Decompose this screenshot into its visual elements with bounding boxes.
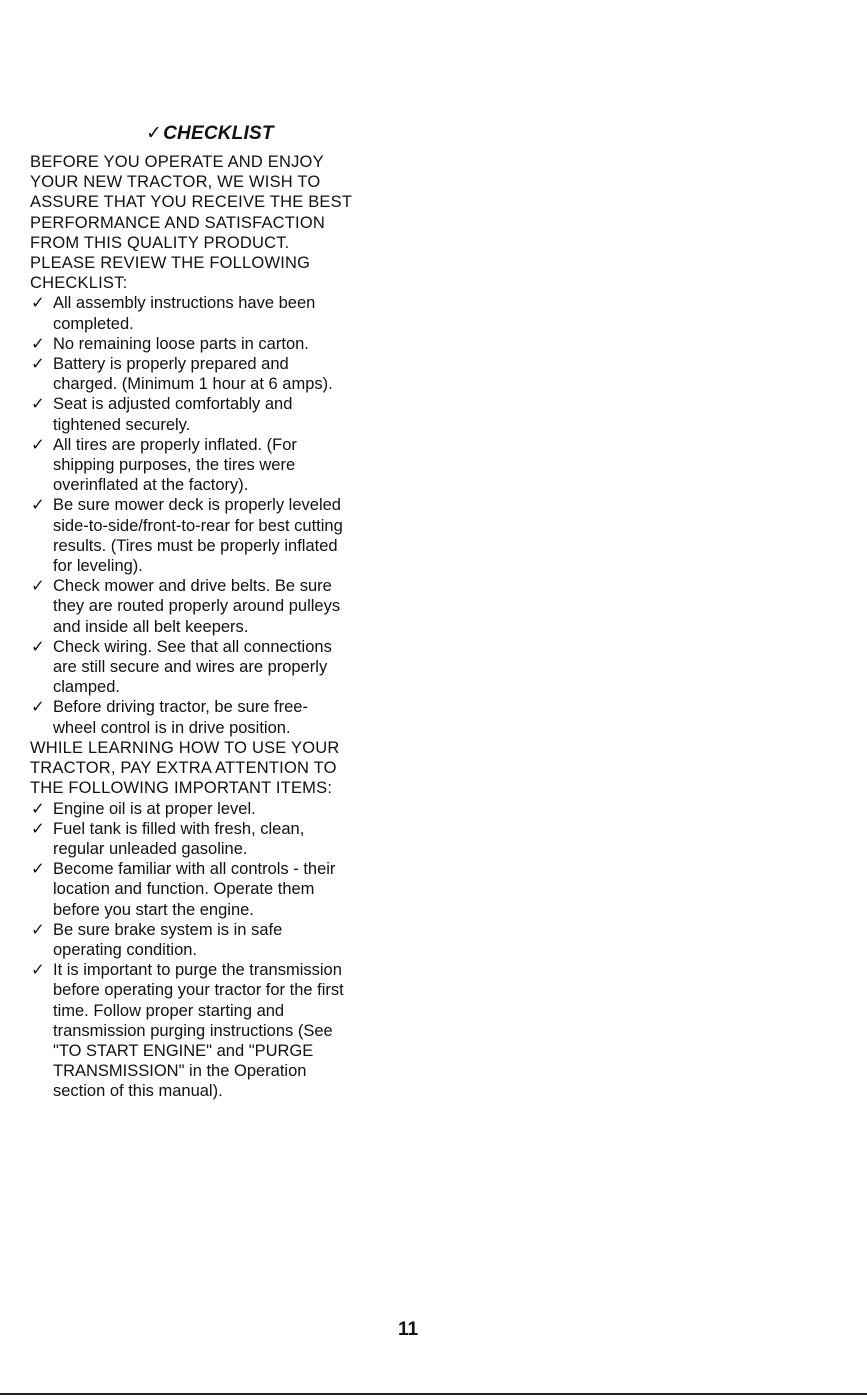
checklist-item-line: All assembly instructions have been — [53, 294, 316, 313]
checkmark-icon: ✓ — [31, 961, 45, 980]
checklist-item-line: All tires are properly inflated. (For — [53, 435, 297, 454]
checklist-item — [30, 799, 410, 819]
checklist-item-line: charged. (Minimum 1 hour at 6 amps). — [53, 375, 333, 394]
checklist-item-line: overinflated at the factory). — [53, 476, 249, 495]
checklist-item — [30, 394, 410, 434]
page-number: 11 — [398, 1319, 419, 1340]
checklist-item — [30, 435, 410, 496]
checklist-item — [30, 637, 410, 698]
intro-line: PLEASE REVIEW THE FOLLOWING — [30, 254, 311, 273]
checklist-item — [30, 960, 410, 1101]
checklist-item — [30, 576, 410, 637]
checklist-item-line: clamped. — [53, 678, 120, 697]
checklist-item-line: Fuel tank is filled with fresh, clean, — [53, 819, 305, 838]
checklist-item-line: Before driving tractor, be sure free- — [53, 698, 308, 717]
checklist-item-line: shipping purposes, the tires were — [53, 456, 296, 475]
checklist-item — [30, 334, 410, 354]
checkmark-icon: ✓ — [31, 496, 45, 515]
checklist-body — [30, 152, 410, 1102]
intro-paragraph — [30, 152, 410, 293]
checklist-title-text: CHECKLIST — [163, 123, 274, 144]
checklist-title — [146, 122, 274, 145]
checklist-item-line: before you start the engine. — [53, 900, 254, 919]
checklist-item-line: Become familiar with all controls - their — [53, 860, 336, 879]
checklist-item-line: results. (Tires must be properly inflated — [53, 536, 338, 555]
checklist-item-line: and inside all belt keepers. — [53, 617, 249, 636]
checklist-item-line: for leveling). — [53, 557, 143, 576]
checklist-item-line: Be sure mower deck is properly leveled — [53, 496, 341, 515]
checkmark-icon: ✓ — [31, 435, 45, 454]
checklist-item-line: regular unleaded gasoline. — [53, 839, 248, 858]
intro-line: CHECKLIST: — [30, 274, 128, 293]
intro-line: WHILE LEARNING HOW TO USE YOUR — [30, 738, 340, 757]
checklist-item-line: Seat is adjusted comfortably and — [53, 395, 293, 414]
intro-line: BEFORE YOU OPERATE AND ENJOY — [30, 153, 324, 171]
checkmark-icon: ✓ — [31, 334, 45, 353]
checklist-item-line: side-to-side/front-to-rear for best cutting — [53, 516, 343, 535]
checklist-item-line: It is important to purge the transmission — [53, 961, 342, 980]
assembly-checklist — [30, 293, 410, 737]
checklist-item-line: section of this manual). — [53, 1082, 223, 1101]
checklist-item-line: Check wiring. See that all connections — [53, 637, 332, 656]
checklist-item-line: operating condition. — [53, 940, 198, 959]
intro-line: PERFORMANCE AND SATISFACTION — [30, 213, 325, 232]
checklist-item — [30, 495, 410, 576]
checklist-item-line: time. Follow proper starting and — [53, 1001, 285, 1020]
checkmark-icon: ✓ — [31, 577, 45, 596]
checklist-item-line: Be sure brake system is in safe — [53, 920, 283, 939]
checklist-item-line: "TO START ENGINE" and "PURGE — [53, 1041, 314, 1060]
checklist-item — [30, 697, 410, 737]
checklist-item-line: location and function. Operate them — [53, 880, 315, 899]
checklist-item — [30, 819, 410, 859]
checklist-item-line: they are routed properly around pulleys — [53, 597, 341, 616]
intro-line: THE FOLLOWING IMPORTANT ITEMS: — [30, 779, 333, 798]
intro-line: FROM THIS QUALITY PRODUCT. — [30, 233, 290, 252]
checklist-item-line: wheel control is in drive position. — [53, 718, 291, 737]
bottom-rule — [0, 1393, 867, 1395]
checklist-item-line: are still secure and wires are properly — [53, 658, 328, 677]
checkmark-icon: ✓ — [31, 860, 45, 879]
checkmark-icon: ✓ — [146, 123, 163, 144]
checklist-item — [30, 293, 410, 333]
checklist-item — [30, 920, 410, 960]
learning-paragraph — [30, 738, 410, 799]
checkmark-icon: ✓ — [31, 698, 45, 717]
checklist-item-line: Engine oil is at proper level. — [53, 799, 256, 818]
intro-line: YOUR NEW TRACTOR, WE WISH TO — [30, 173, 321, 192]
checkmark-icon: ✓ — [31, 819, 45, 838]
checkmark-icon: ✓ — [31, 395, 45, 414]
checklist-item-line: TRANSMISSION" in the Operation — [53, 1062, 307, 1081]
checklist-item-line: transmission purging instructions (See — [53, 1021, 333, 1040]
checklist-item-line: before operating your tractor for the first — [53, 981, 344, 1000]
important-items-checklist — [30, 799, 410, 1102]
checkmark-icon: ✓ — [31, 355, 45, 374]
checkmark-icon: ✓ — [31, 799, 45, 818]
checkmark-icon: ✓ — [31, 920, 45, 939]
checklist-item-line: Battery is properly prepared and — [53, 355, 289, 374]
checklist-item-line: No remaining loose parts in carton. — [53, 334, 309, 353]
intro-line: ASSURE THAT YOU RECEIVE THE BEST — [30, 193, 353, 212]
checklist-item — [30, 859, 410, 920]
checklist-item — [30, 354, 410, 394]
checkmark-icon: ✓ — [31, 637, 45, 656]
checklist-item-line: completed. — [53, 314, 134, 333]
checklist-item-line: Check mower and drive belts. Be sure — [53, 577, 332, 596]
checkmark-icon: ✓ — [31, 294, 45, 313]
checklist-item-line: tightened securely. — [53, 415, 191, 434]
intro-line: TRACTOR, PAY EXTRA ATTENTION TO — [30, 759, 337, 778]
